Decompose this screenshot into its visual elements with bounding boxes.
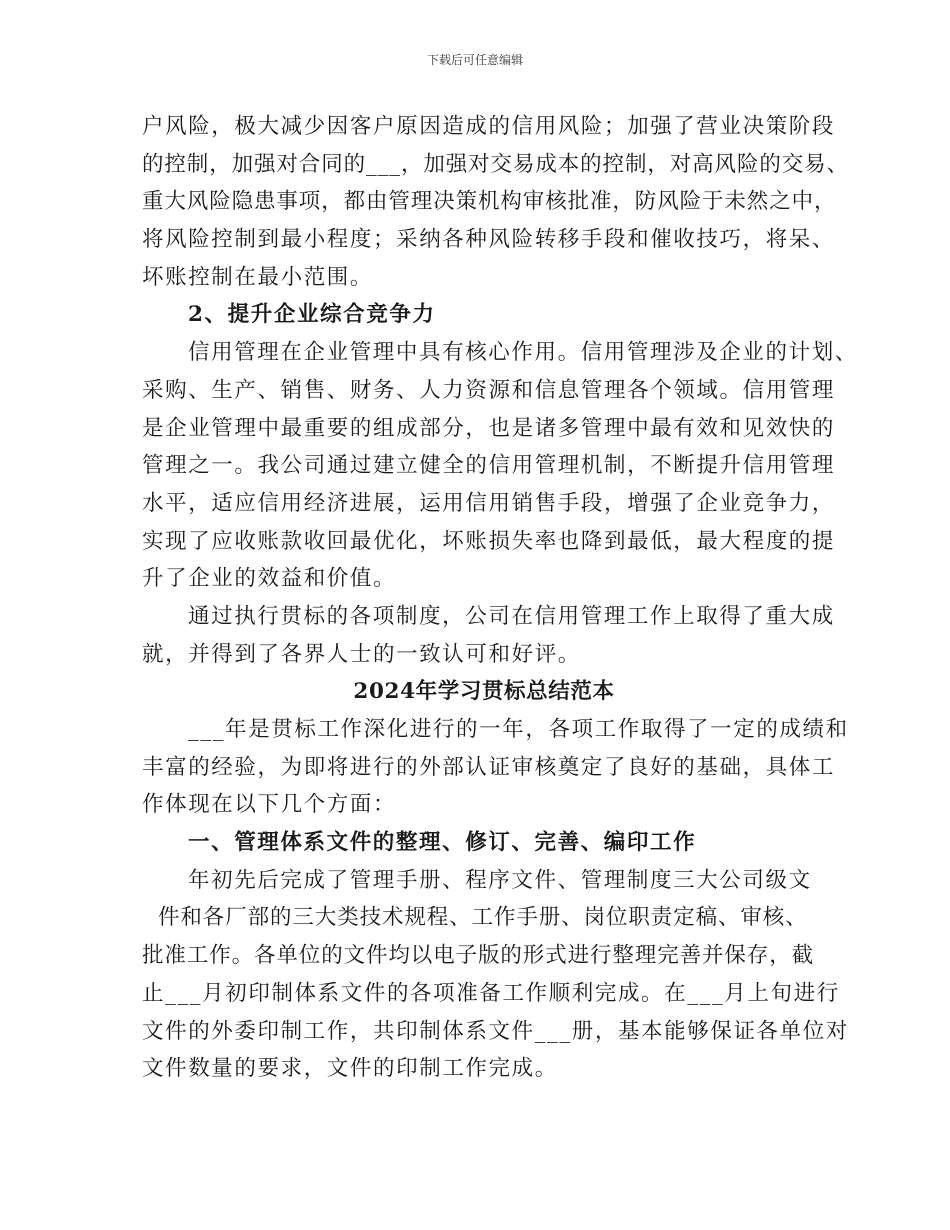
body-line: 管理之一。我公司通过建立健全的信用管理机制，不断提升信用管理: [142, 453, 836, 479]
body-line: 坏账控制在最小范围。: [142, 264, 374, 290]
body-line: 就，并得到了各界人士的一致认可和好评。: [142, 641, 581, 667]
body-line: 实现了应收账款收回最优化，坏账损失率也降到最低，最大程度的提: [142, 528, 836, 554]
body-line: 丰富的经验，为即将进行的外部认证审核奠定了良好的基础，具体工: [142, 754, 836, 780]
body-line: 将风险控制到最小程度；采纳各种风险转移手段和催收技巧，将呆、: [142, 227, 836, 253]
body-line: ___年是贯标工作深化进行的一年，各项工作取得了一定的成绩和: [188, 717, 849, 742]
body-line: 重大风险隐患事项，都由管理决策机构审核批准，防风险于未然之中，: [142, 189, 837, 215]
body-line: 是企业管理中最重要的组成部分，也是诸多管理中最有效和见效快的: [142, 415, 836, 441]
body-line: 信用管理在企业管理中具有核心作用。信用管理涉及企业的计划、: [188, 340, 858, 366]
body-line: 文件数量的要求，文件的印制工作完成。: [142, 1056, 558, 1082]
body-line: 文件的外委印制工作，共印制体系文件___册，基本能够保证各单位对: [142, 1018, 849, 1044]
document-body: [142, 108, 858, 1088]
body-line: 采购、生产、销售、财务、人力资源和信息管理各个领域。信用管理: [142, 377, 836, 403]
body-line: 的控制，加强对合同的___，加强对交易成本的控制，对高风险的交易、: [142, 151, 849, 177]
section-heading: 一、管理体系文件的整理、修订、完善、编印工作: [188, 830, 697, 856]
document-title: 2024年学习贯标总结范本: [353, 679, 615, 705]
body-line: 止___月初印制体系文件的各项准备工作顺利完成。在___月上旬进行: [142, 980, 840, 1006]
body-line: 作体现在以下几个方面：: [142, 792, 397, 818]
body-line: 户风险，极大减少因客户原因造成的信用风险；加强了营业决策阶段: [142, 114, 836, 139]
body-line: 件和各厂部的三大类技术规程、工作手册、岗位职责定稿、审核、: [158, 905, 808, 931]
body-line: 年初先后完成了管理手册、程序文件、管理制度三大公司级文: [188, 867, 812, 893]
body-line: 水平，适应信用经济进展，运用信用销售手段，增强了企业竞争力，: [142, 490, 836, 516]
section-heading: 2、提升企业综合竞争力: [188, 302, 436, 328]
body-line: 批准工作。各单位的文件均以电子版的形式进行整理完善并保存，截: [142, 943, 815, 969]
page-header: 下载后可任意编辑: [426, 53, 523, 67]
body-line: 通过执行贯标的各项制度，公司在信用管理工作上取得了重大成: [188, 603, 835, 629]
body-line: 升了企业的效益和价值。: [142, 566, 397, 592]
